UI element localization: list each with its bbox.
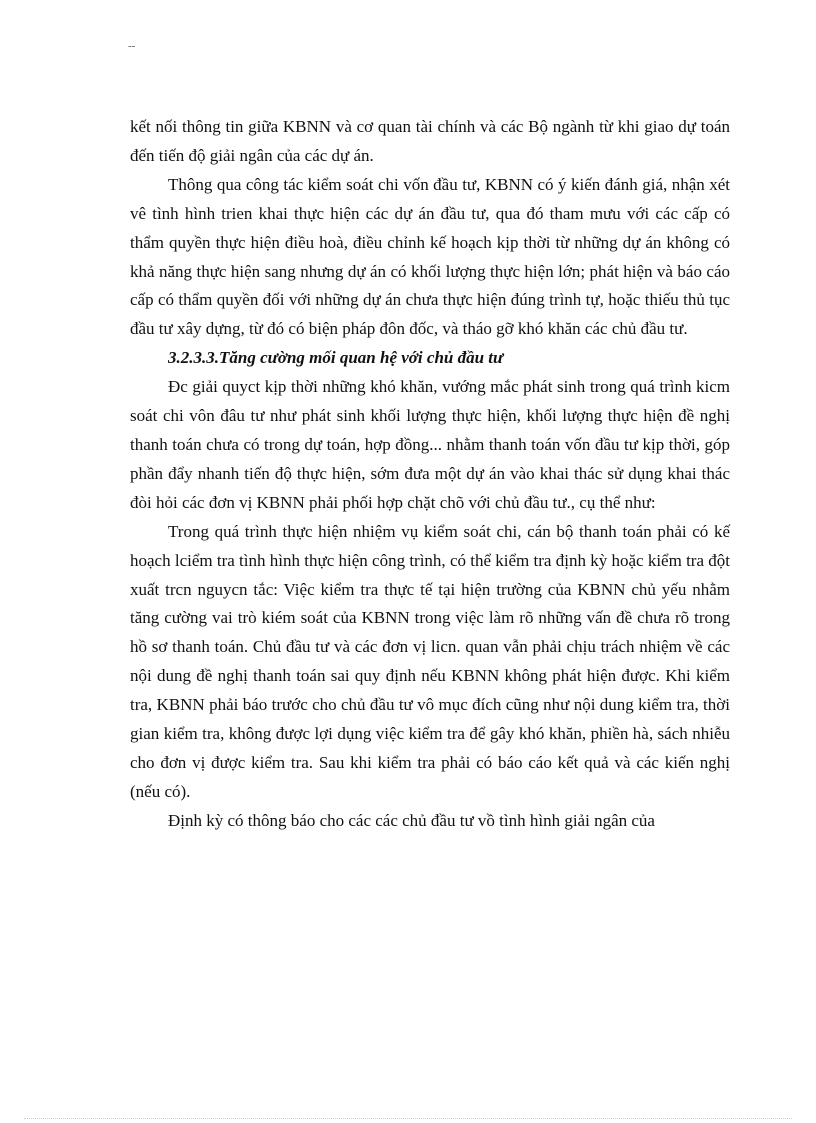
paragraph-coordination: Đc giải quyct kịp thời những khó khăn, vướng mắc phát sinh trong quá trình kicm soát chi vôn đâu tư như phát sinh khối lượng thực hiện, khối lượng thực hiện đề nghị thanh toán chưa có trong dự toán, hợp đồng... nhằm thanh toán vốn đầu tư kịp thời, góp phần đẩy nhanh tiến độ thực hiện, sớm đưa một dự án vào khai thác sử dụng khai thác đòi hỏi các đơn vị KBNN phải phối hợp chặt chõ với chủ đầu tư., cụ thể như: [130,377,730,512]
paragraph-continuation: kết nối thông tin giữa KBNN và cơ quan tài chính và các Bộ ngành từ khi giao dự toán đến tiến độ giải ngân của các dự án. [130,117,730,165]
header-mark: -- [128,40,136,52]
document-body [130,113,730,836]
paragraph-inspection: Trong quá trình thực hiện nhiệm vụ kiểm soát chi, cán bộ thanh toán phải có kế hoạch lciểm tra tình hình thực hiện công trình, có thể kiểm tra định kỳ hoặc kiểm tra đột xuất trcn nguycn tắc: Việc kiểm tra thực tế tại hiện trường của KBNN chủ yếu nhằm tăng cường vai trò kiém soát của KBNN trong việc làm rõ những vấn đề chưa rõ trong hồ sơ thanh toán. Chủ đầu tư và các đơn vị licn. quan vẫn phải chịu trách nhiệm về các nội dung đề nghị thanh toán sai quy định nếu KBNN không phát hiện được. Khi kiểm tra, KBNN phải báo trước cho chủ đầu tư vô mục đích cũng như nội dung kiểm tra, thời gian kiểm tra, không được lợi dụng việc kiểm tra để gây khó khăn, phiền hà, sách nhiễu cho đơn vị được kiểm tra. Sau khi kiểm tra phải có báo cáo kết quả và các kiến nghị (nếu có). [130,521,730,801]
paragraph-periodic-notice: Định kỳ có thông báo cho các các chủ đầu tư vồ tình hình giải ngân của [168,810,655,830]
page-bottom-divider [24,1118,792,1119]
paragraph-control-role: Thông qua công tác kiểm soát chi vốn đầu tư, KBNN có ý kiến đánh giá, nhận xét vê tình hình trien khai thực hiện các dự án đầu tư, qua đó tham mưu với các cấp có thẩm quyền thực hiện điều hoà, điều chỉnh kế hoạch kịp thời từ những dự án không có khả năng thực hiện sang nhưng dự án có khối lượng thực hiện lớn; phát hiện và báo cáo cấp có thẩm quyền đối với những dự án chưa thực hiện đúng trình tự, hoặc thiếu thủ tục đầu tư xây dựng, từ đó có biện pháp đôn đốc, và tháo gỡ khó khăn các chủ đầu tư. [130,174,730,339]
section-heading: 3.2.3.3.Tăng cường mối quan hệ với chủ đầu tư [168,348,504,368]
